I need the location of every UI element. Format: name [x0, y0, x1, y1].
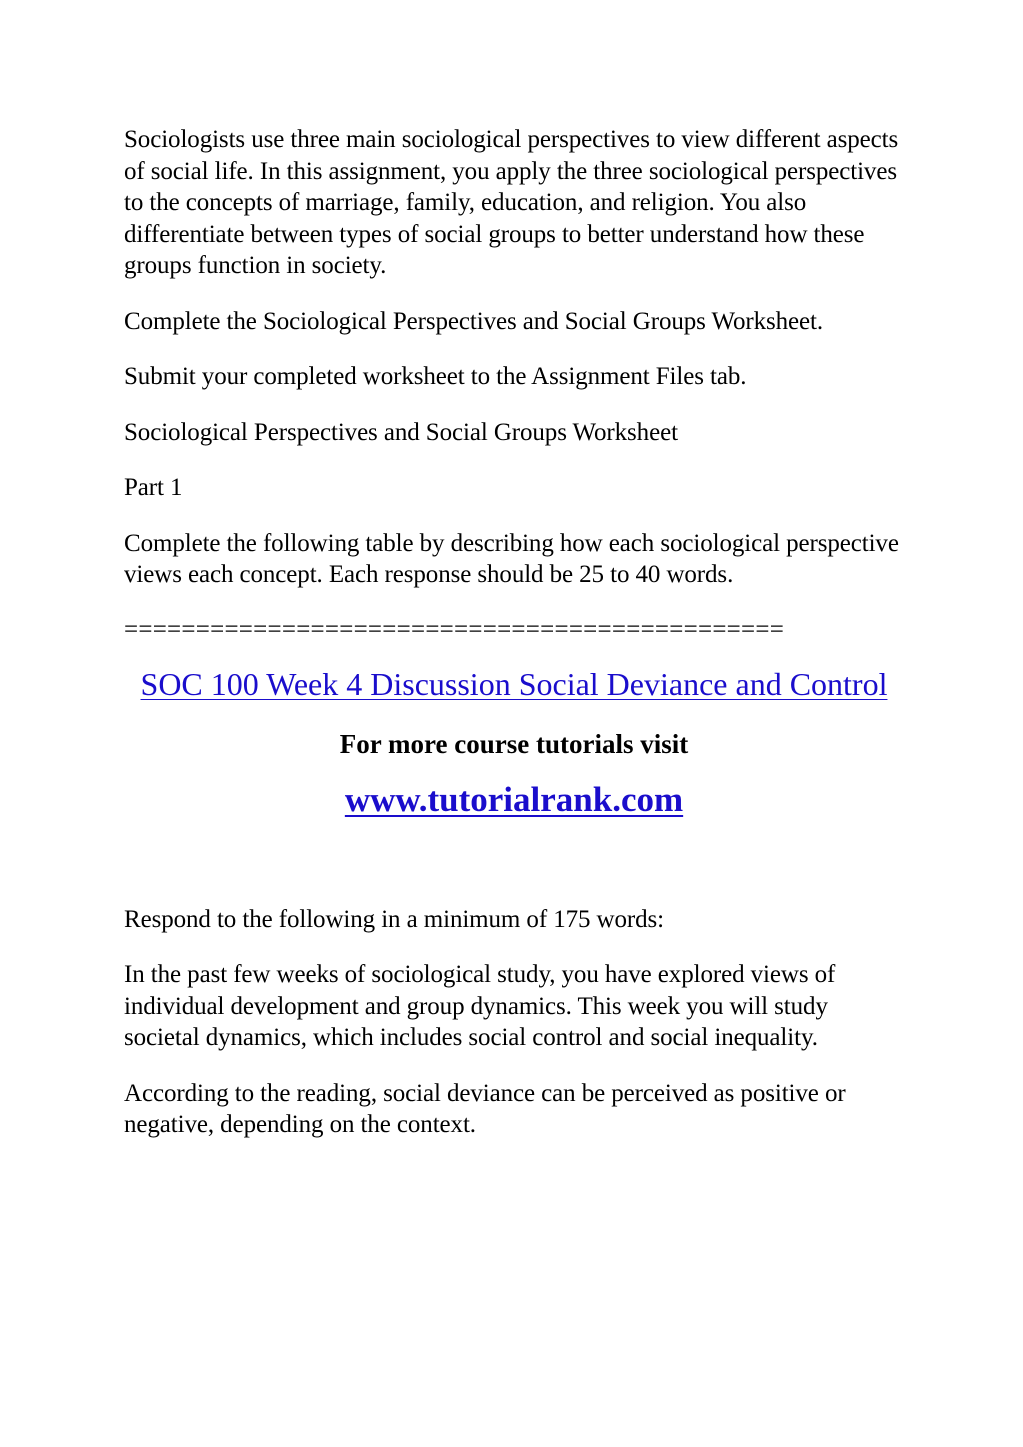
document-page	[124, 124, 904, 1165]
respond-paragraph: Respond to the following in a minimum of 175 words:	[124, 905, 665, 933]
promo-line	[124, 726, 904, 762]
course-title-link[interactable]: SOC 100 Week 4 Discussion Social Deviance and Control	[140, 665, 888, 702]
part-label: Part 1	[124, 474, 183, 501]
promo-text: For more course tutorials visit	[339, 728, 689, 759]
submit-paragraph: Submit your completed worksheet to the Assignment Files tab.	[124, 363, 747, 390]
instruction-paragraph: Complete the Sociological Perspectives and Social Groups Worksheet.	[124, 307, 824, 335]
table-instruction-paragraph: Complete the following table by describing how each sociological perspective views each concept. Each response should be 25 to 40 words.	[124, 529, 899, 588]
deviance-paragraph: According to the reading, social deviance can be perceived as positive or negative, depending on the context.	[124, 1079, 846, 1138]
worksheet-title: Sociological Perspectives and Social Groups Worksheet	[124, 418, 678, 446]
intro-paragraph: Sociologists use three main sociological perspectives to view different aspects of social life. In this assignment, you apply the three sociological perspectives to the concepts of marriage, family, education, and religion. You also differentiate between types of social groups to better understand how these groups function in society.	[124, 126, 899, 279]
course-title-link-block	[124, 665, 904, 704]
site-link[interactable]: www.tutorialrank.com	[344, 779, 684, 819]
site-link-block	[124, 778, 904, 822]
context-paragraph: In the past few weeks of sociological study, you have explored views of individual development and group dynamics. This week you will study societal dynamics, which includes social control and social inequality.	[124, 961, 836, 1051]
section-divider: ==============================================	[124, 615, 785, 643]
